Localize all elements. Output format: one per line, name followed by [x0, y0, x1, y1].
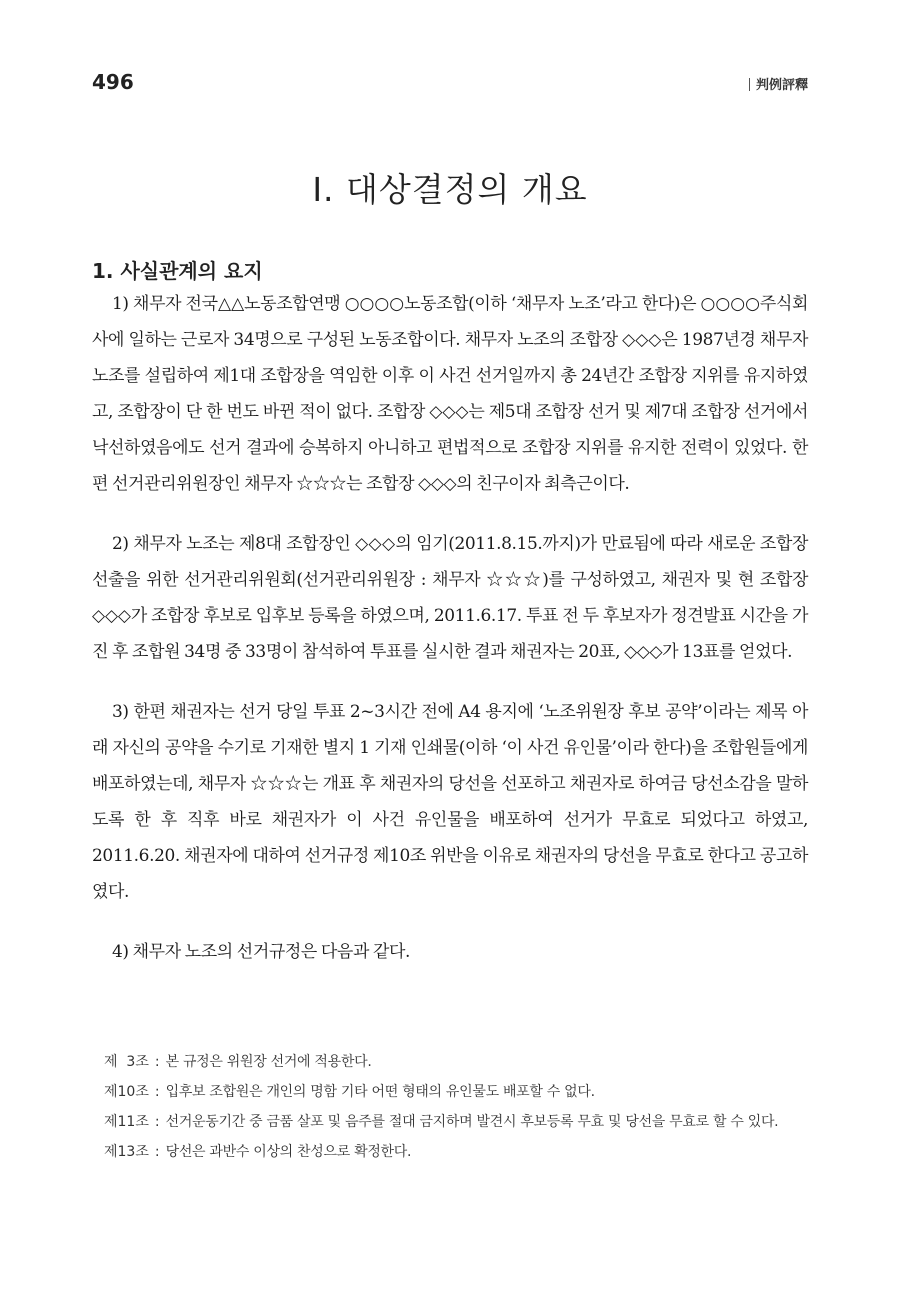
rule-item [104, 1050, 804, 1075]
running-title: 判例評釋 [755, 78, 808, 93]
section-heading: 1. 사실관계의 요지 [92, 258, 263, 283]
rule-label: 제10조 [104, 1084, 149, 1100]
rule-item [104, 1140, 804, 1165]
rule-colon: : [154, 1054, 160, 1070]
rule-colon: : [154, 1084, 160, 1100]
paragraph-1: 1) 채무자 전국△△노동조합연맹 ○○○○노동조합(이하 ‘채무자 노조’라고 한다)은 ○○○○주식회사에 일하는 근로자 34명으로 구성된 노동조합이다. 채무자 노조의 조합장 ◇◇◇은 1987년경 채무자 노조를 설립하여 제1대 조합장을 역임한 이후 이 사건 선거일까지 총 24년간 조합장 지위를 유지하였고, 조합장이 단 한 번도 바뀐 적이 없다. 조합장 ◇◇◇는 제5대 조합장 선거 및 제7대 조합장 선거에서 낙선하였음에도 선거 결과에 승복하지 아니하고 편법적으로 조합장 지위를 유지한 전력이 있었다. 한편 선거관리위원장인 채무자 ☆☆☆는 조합장 ◇◇◇의 친구이자 최측근이다. [92, 294, 808, 494]
running-header [749, 74, 808, 93]
paragraph-3: 3) 한편 채권자는 선거 당일 투표 2~3시간 전에 A4 용지에 ‘노조위원장 후보 공약’이라는 제목 아래 자신의 공약을 수기로 기재한 별지 1 기재 인쇄물(이하 ‘이 사건 유인물’이라 한다)을 조합원들에게 배포하였는데, 채무자 ☆☆☆는 개표 후 채권자의 당선을 선포하고 채권자로 하여금 당선소감을 말하도록 한 후 직후 바로 채권자가 이 사건 유인물을 배포하여 선거가 무효로 되었다고 하였고, 2011.6.20. 채권자에 대하여 선거규정 제10조 위반을 이유로 채권자의 당선을 무효로 한다고 공고하였다. [92, 702, 808, 902]
rule-colon: : [154, 1144, 160, 1160]
rule-text: 입후보 조합원은 개인의 명함 기타 어떤 형태의 유인물도 배포할 수 없다. [165, 1084, 595, 1100]
rule-text: 당선은 과반수 이상의 찬성으로 확정한다. [165, 1144, 412, 1160]
rule-label: 제13조 [104, 1144, 149, 1160]
paragraph-4: 4) 채무자 노조의 선거규정은 다음과 같다. [112, 942, 411, 962]
rule-colon: : [154, 1114, 160, 1130]
page-number: 496 [92, 70, 134, 94]
rule-label: 제 3조 [104, 1054, 149, 1070]
rule-item [104, 1110, 804, 1135]
rule-label: 제11조 [104, 1114, 149, 1130]
paragraph-2: 2) 채무자 노조는 제8대 조합장인 ◇◇◇의 임기(2011.8.15.까지)가 만료됨에 따라 새로운 조합장 선출을 위한 선거관리위원회(선거관리위원장 : 채무자 ☆☆☆)를 구성하였고, 채권자 및 현 조합장 ◇◇◇가 조합장 후보로 입후보 등록을 하였으며, 2011.6.17. 투표 전 두 후보자가 정견발표 시간을 가진 후 조합원 34명 중 33명이 참석하여 투표를 실시한 결과 채권자는 20표, ◇◇◇가 13표를 얻었다. [92, 534, 808, 662]
election-rules-list [104, 1050, 804, 1170]
rule-text: 본 규정은 위원장 선거에 적용한다. [165, 1054, 372, 1070]
header-divider [749, 78, 750, 91]
rule-item [104, 1080, 804, 1105]
rule-text: 선거운동기간 중 금품 살포 및 음주를 절대 금지하며 발견시 후보등록 무효 및 당선을 무효로 할 수 있다. [165, 1114, 779, 1130]
body-text [92, 286, 808, 994]
chapter-title: Ⅰ. 대상결정의 개요 [312, 170, 588, 210]
